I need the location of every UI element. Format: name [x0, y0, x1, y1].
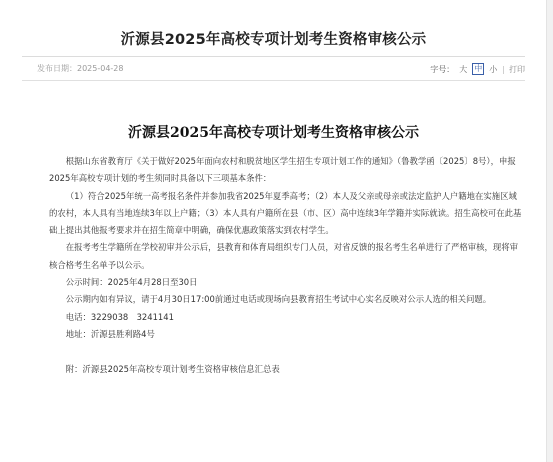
font-size-medium-button[interactable]: 中 — [474, 64, 483, 73]
font-size-large-button[interactable]: 大 — [459, 64, 468, 74]
paragraph-spacer — [49, 343, 525, 360]
print-button[interactable]: 打印 — [509, 64, 525, 74]
meta-divider — [22, 80, 525, 81]
article-meta-bar — [37, 63, 525, 79]
paragraph-phone: 电话：3229038 3241141 — [65, 311, 174, 322]
paragraph-objection: 公示期内如有异议，请于4月30日17:00前通过电话或现场向县教育招生考试中心实名反映对公示人选的相关问题。 — [65, 294, 492, 305]
paragraph-basis: 根据山东省教育厅《关于做好2025年面向农村和脱贫地区学生招生专项计划工作的通知》（鲁教学函〔2025〕8号），申报2025年高校专项计划的考生须同时具备以下三项基本条件： — [49, 156, 516, 184]
font-size-small-button[interactable]: 小 — [489, 64, 498, 74]
article-tools — [430, 63, 525, 75]
article-title: 沂源县2025年高校专项计划考生资格审核公示 — [128, 125, 419, 141]
title-divider — [22, 56, 525, 57]
scrollbar[interactable] — [546, 0, 553, 462]
paragraph-conditions: （1）符合2025年统一高考报名条件并参加我省2025年夏季高考；（2）本人及父亲或母亲或法定监护人户籍地在实施区域的农村，本人具有当地连续3年以上户籍；（3）本人具有户籍所在县（市、区）高中连续3年学籍并实际就读。招生高校可在此基础上提出其他报考要求并在招生简章中明确，确保优惠政策落实到农村学生。 — [49, 190, 522, 236]
article-body — [49, 153, 525, 378]
tools-separator: | — [502, 64, 505, 74]
attachment-link[interactable]: 附：沂源县2025年高校专项计划考生资格审核信息汇总表 — [65, 363, 280, 374]
paragraph-address: 地址：沂源县胜利路4号 — [65, 328, 155, 339]
page-title: 沂源县2025年高校专项计划考生资格审核公示 — [120, 32, 427, 48]
paragraph-review: 在报考考生学籍所在学校初审并公示后，县教育和体育局组织专门人员，对省反馈的报名考生名单进行了严格审核，现将审核合格考生名单予以公示。 — [49, 242, 519, 270]
publish-date: 发布日期：2025-04-28 — [37, 64, 124, 73]
paragraph-period: 公示时间：2025年4月28日至30日 — [65, 277, 198, 288]
font-size-label: 字号： — [430, 64, 455, 74]
